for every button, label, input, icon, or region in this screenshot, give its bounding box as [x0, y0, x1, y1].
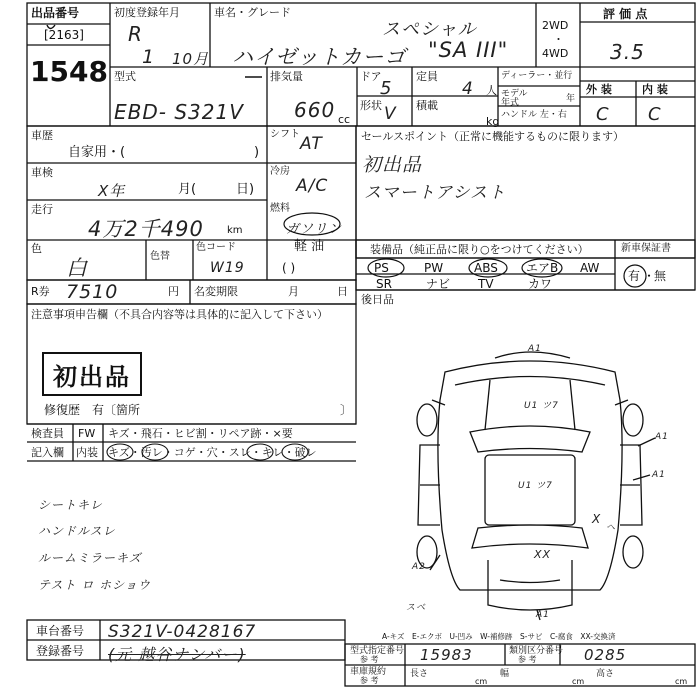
handle-label: ハンドル 左・右	[501, 110, 567, 120]
inspector-fw: FW	[78, 427, 96, 440]
capacity-unit: 人	[486, 84, 497, 97]
name-grade-label: 車名・グレード	[214, 6, 291, 19]
fuel-value: ガソリン	[286, 222, 343, 237]
drive-4wd: 4WD	[542, 47, 569, 60]
inspector-row1-items: キズ・飛石・ヒビ割・リペア跡・×要	[108, 427, 293, 440]
history-value: 自家用・(	[68, 145, 126, 160]
width-label: 幅	[500, 669, 510, 679]
inspector-interior: 内装	[76, 446, 98, 459]
load-label: 積載	[416, 99, 438, 112]
color-code-label: 色コード	[196, 242, 236, 253]
reg-deadline-month: 月	[288, 285, 299, 298]
note-seat: シートキレ	[38, 498, 103, 512]
damage-note-scratch: スベ	[406, 603, 427, 613]
inspection-month: 月(	[178, 182, 197, 197]
exterior-value: C	[596, 104, 610, 125]
class-value: 0285	[584, 646, 627, 664]
doors-value: 5	[380, 78, 393, 99]
damage-note-dent: ヘ	[606, 523, 617, 533]
equip-sr: SR	[376, 277, 392, 291]
first-reg-era: R	[128, 22, 143, 46]
eval-label: 評 価 点	[603, 7, 648, 21]
reg-deadline-day: 日	[337, 285, 348, 298]
capacity-value: 4	[462, 79, 474, 99]
height-label: 高さ	[596, 669, 615, 679]
class-label: 類別区分番号	[509, 646, 564, 656]
equip-navi: ナビ	[426, 277, 451, 291]
class-sub: 参 考	[518, 655, 537, 664]
inspector-row2-items: キズ・汚レ・コゲ・穴・スレ・キレ・破レ	[108, 446, 317, 459]
grade-top: スペシャル	[382, 19, 477, 40]
length-unit: cm	[475, 677, 488, 686]
dealer-label: ディーラー・並行	[501, 71, 573, 81]
inspector-label-2: 記入欄	[31, 446, 64, 459]
model-year-suffix: 年	[566, 94, 576, 104]
equip-tv: TV	[478, 277, 494, 291]
displacement-label: 排気量	[270, 70, 303, 83]
damage-roof: U1 ツ7	[518, 481, 553, 491]
plate-value: (元 越谷ナンバー)	[108, 645, 246, 664]
warranty-no: 無	[654, 269, 667, 283]
warranty-sep: ・	[643, 269, 656, 283]
shift-label: シフト	[270, 129, 300, 140]
dim-sub: 参 考	[360, 676, 379, 685]
eval-score: 3.5	[610, 40, 645, 64]
repair-label: 修復歴 有〔箇所	[44, 403, 141, 417]
capacity-label: 定員	[416, 70, 438, 83]
damage-legend: A-キズ E-エクボ U-凹み W-補修跡 S-サビ C-腐食 XX-交換済	[382, 632, 616, 641]
damage-front: A1	[528, 344, 542, 354]
fuel-paren: ( )	[282, 261, 296, 275]
selling-point-1: 初出品	[362, 154, 423, 176]
recycle-unit: 円	[168, 285, 179, 298]
selling-points-title: セールスポイント（正常に機能するものに限ります）	[361, 130, 625, 143]
inspection-value: X年	[98, 182, 126, 200]
reg-deadline-label: 名変期限	[194, 285, 238, 298]
mileage-label: 走行	[31, 203, 53, 216]
damage-right-upper: A1	[655, 432, 669, 442]
chassis-value: S321V-0428167	[108, 622, 257, 642]
shape-label: 形状	[360, 99, 382, 112]
recycle-value: 7510	[66, 281, 119, 303]
shape-value: V	[384, 104, 397, 124]
displacement-value: 660	[294, 98, 336, 122]
repair-close: 〕	[340, 403, 353, 417]
first-reg-label: 初度登録年月	[114, 6, 180, 19]
equip-aw: AW	[580, 261, 600, 275]
equipment-title: 装備品（純正品に限り○をつけてください）	[370, 243, 589, 256]
aircon-value: A/C	[296, 176, 329, 196]
type-cert-label: 型式指定番号	[350, 646, 405, 656]
doors-label: ドア	[360, 70, 382, 83]
lot-number: 1548	[30, 55, 108, 88]
type-cert-sub: 参 考	[360, 655, 379, 664]
color-value: 白	[66, 256, 88, 280]
first-reg-month: 10月	[172, 50, 210, 68]
model-year-label: モデル年式	[501, 89, 528, 108]
length-label: 長さ	[410, 669, 429, 679]
damage-rear-right: X	[592, 512, 602, 526]
height-unit: cm	[675, 677, 688, 686]
damage-right-mid: A1	[652, 470, 666, 480]
damage-left-rear: A2	[412, 562, 426, 572]
stamp-text: 初出品	[53, 362, 131, 391]
damage-rear: XX	[534, 548, 552, 561]
fuel-diesel: 軽 油	[294, 239, 325, 254]
internal-number: [2163]	[44, 28, 84, 42]
model-name: ハイゼットカーゴ	[232, 45, 407, 69]
inspector-label-1: 検査員	[31, 427, 64, 440]
equip-pw: PW	[424, 261, 444, 275]
mileage-unit: km	[227, 225, 243, 236]
type-value: EBD- S321V	[114, 100, 244, 124]
history-close: )	[254, 145, 260, 160]
width-unit: cm	[572, 677, 585, 686]
color-label: 色	[31, 242, 42, 255]
inspection-label: 車検	[31, 166, 53, 179]
inspection-day: 日)	[236, 182, 255, 197]
aircon-label: 冷房	[270, 166, 290, 177]
dim-label: 車庫規約	[350, 667, 387, 677]
type-label: 型式	[114, 70, 136, 83]
shift-value: AT	[300, 134, 323, 154]
equip-airbag: エアB	[526, 261, 559, 275]
fuel-label: 燃料	[270, 203, 290, 214]
note-mirror: ルームミラーキズ	[38, 551, 142, 565]
equip-ps: PS	[374, 261, 389, 275]
note-steering: ハンドルスレ	[38, 524, 116, 538]
color-code-value: W19	[210, 260, 245, 276]
damage-bumper: A1	[536, 610, 550, 620]
note-test: テスト ロ ホショウ	[38, 578, 151, 592]
equip-leather: カワ	[528, 277, 553, 291]
load-unit: kg	[486, 115, 500, 128]
equip-abs: ABS	[474, 261, 498, 275]
warranty-label: 新車保証書	[621, 243, 671, 254]
grade: "SA III"	[428, 38, 509, 62]
drive-dot: ・	[553, 33, 564, 46]
selling-point-2: スマートアシスト	[364, 183, 506, 203]
chassis-label: 車台番号	[36, 624, 85, 638]
mileage-value: 4万2千490	[88, 217, 204, 241]
first-reg-year: 1	[142, 46, 156, 68]
recycle-label: R券	[31, 285, 50, 298]
later-items-label: 後日品	[361, 293, 394, 306]
drive-2wd: 2WD	[542, 19, 569, 32]
interior-label: 内 装	[642, 83, 668, 96]
exterior-label: 外 装	[586, 83, 612, 96]
plate-label: 登録番号	[36, 644, 85, 658]
caution-label: 注意事項申告欄（不具合内容等は具体的に記入して下さい）	[31, 308, 328, 321]
displacement-unit: cc	[338, 113, 351, 126]
color-change-label: 色替	[150, 251, 170, 262]
damage-hood: U1 ツ7	[524, 401, 559, 411]
interior-value: C	[648, 104, 662, 125]
history-label: 車歴	[31, 129, 53, 142]
type-cert-value: 15983	[420, 646, 473, 664]
warranty-yes: 有	[628, 269, 641, 283]
lot-label: 出品番号	[31, 6, 80, 20]
